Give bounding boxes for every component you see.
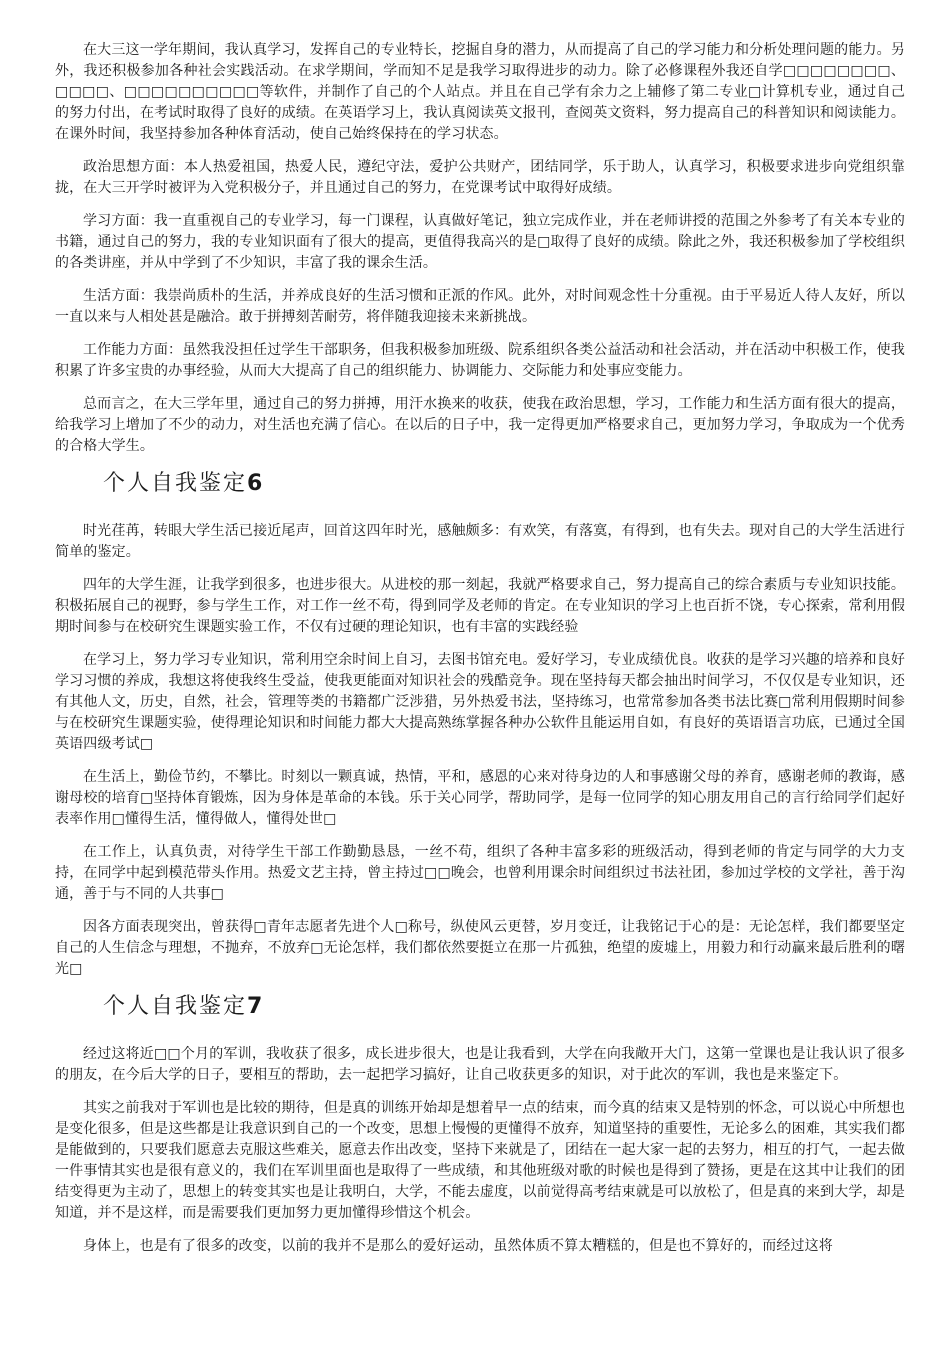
paragraph: 生活方面：我崇尚质朴的生活，并养成良好的生活习惯和正派的作风。此外，对时间观念性十分重视。由于平易近人待人友好，所以一直以来与人相处甚是融洽。敢于拼搏刻苦耐劳，将伴随我迎接未来新挑战。 (55, 288, 905, 325)
paragraph: 总而言之，在大三学年里，通过自己的努力拼搏，用汗水换来的收获，使我在政治思想，学习，工作能力和生活方面有很大的提高，给我学习上增加了不少的动力，对生活也充满了信心。在以后的日子中，我一定得更加严格要求自己，更加努力学习，争取成为一个优秀的合格大学生。 (55, 396, 905, 454)
paragraph: 身体上，也是有了很多的改变，以前的我并不是那么的爱好运动，虽然体质不算太糟糕的，但是也不算好的，而经过这将 (83, 1238, 833, 1254)
paragraph: 时光荏苒，转眼大学生活已接近尾声，回首这四年时光，感触颇多：有欢笑，有落寞，有得到，也有失去。现对自己的大学生活进行简单的鉴定。 (55, 523, 905, 560)
section-heading (103, 469, 905, 499)
paragraph: 学习方面：我一直重视自己的专业学习，每一门课程，认真做好笔记，独立完成作业，并在老师讲授的范围之外参考了有关本专业的书籍，通过自己的努力，我的专业知识面有了很大的提高，更值得我高兴的是□取得了良好的成绩。除此之外，我还积极参加了学校组织的各类讲座，并从中学到了不少知识，丰富了我的课余生活。 (55, 213, 905, 271)
paragraph: 其实之前我对于军训也是比较的期待，但是真的训练开始却是想着早一点的结束，而今真的结束又是特别的怀念，可以说心中所想也是变化很多，但是这些都是让我意识到自己的一个改变，思想上慢慢的更懂得不放弃，知道坚持的重要性，无论多么的困难，其实我们都是能做到的，只要我们愿意去克服这些难关，愿意去作出改变，坚持下来就是了，团结在一起大家一起的去努力，相互的打气，一起去做一件事情其实也是很有意义的，我们在军训里面也是取得了一些成绩，和其他班级对歌的时候也是得到了赞扬，更是在这其中让我们的团结变得更为主动了，思想上的转变其实也是让我明白，大学，不能去虚度，以前觉得高考结束就是可以放松了，但是真的来到大学，却是知道，并不是这样，而是需要我们更加努力更加懂得珍惜这个机会。 (55, 1100, 905, 1221)
paragraph: 在学习上，努力学习专业知识，常利用空余时间上自习，去图书馆充电。爱好学习，专业成绩优良。收获的是学习兴趣的培养和良好学习习惯的养成，我想这将使我终生受益，使我更能面对知识社会的残酷竞争。现在坚持每天都会抽出时间学习，不仅仅是专业知识，还有其他人文，历史，自然，社会，管理等类的书籍都广泛涉猎，另外热爱书法，坚持练习，也常常参加各类书法比赛□常利用假期时间参与在校研究生课题实验，使得理论知识和时间能力都大大提高熟练掌握各种办公软件且能运用自如，有良好的英语语言功底，已通过全国英语四级考试□ (55, 652, 905, 752)
paragraph: 在工作上，认真负责，对待学生干部工作勤勤恳恳，一丝不苟，组织了各种丰富多彩的班级活动，得到老师的肯定与同学的大力支持，在同学中起到模范带头作用。热爱文艺主持，曾主持过□□晚会，也曾利用课余时间组织过书法社团，参加过学校的文学社，善于沟通，善于与不同的人共事□ (55, 844, 905, 902)
paragraph: 工作能力方面：虽然我没担任过学生干部职务，但我积极参加班级、院系组织各类公益活动和社会活动，并在活动中积极工作，使我积累了许多宝贵的办事经验，从而大大提高了自己的组织能力、协调能力、交际能力和处事应变能力。 (55, 342, 905, 379)
section-heading (103, 992, 905, 1022)
paragraph: 四年的大学生涯，让我学到很多，也进步很大。从进校的那一刻起，我就严格要求自己，努力提高自己的综合素质与专业知识技能。积极拓展自己的视野，参与学生工作，对工作一丝不苟，得到同学及老师的肯定。在专业知识的学习上也百折不饶，专心探索，常利用假期时间参与在校研究生课题实验工作，不仅有过硬的理论知识，也有丰富的实践经验 (55, 577, 905, 635)
paragraph: 因各方面表现突出，曾获得□青年志愿者先进个人□称号，纵使风云更替，岁月变迁，让我铭记于心的是：无论怎样，我们都要坚定自己的人生信念与理想，不抛弃，不放弃□无论怎样，我们都依然要挺立在那一片孤独，绝望的废墟上，用毅力和行动赢来最后胜利的曙光□ (55, 919, 905, 977)
section-heading-number: 6 (247, 471, 265, 496)
document-body (55, 40, 905, 1269)
section-heading-text: 个人自我鉴定 (103, 471, 248, 496)
paragraph: 在生活上，勤俭节约，不攀比。时刻以一颗真诚，热情，平和，感恩的心来对待身边的人和事感谢父母的养育，感谢老师的教诲，感谢母校的培育□坚持体育锻炼，因为身体是革命的本钱。乐于关心同学，帮助同学，是每一位同学的知心朋友用自己的言行给同学们起好表率作用□懂得生活，懂得做人，懂得处世□ (55, 769, 905, 827)
section-heading-text: 个人自我鉴定 (103, 994, 248, 1019)
paragraph: 经过这将近□□个月的军训，我收获了很多，成长进步很大，也是让我看到，大学在向我敞开大门，这第一堂课也是让我认识了很多的朋友，在今后大学的日子，要相互的帮助，去一起把学习搞好，让自己收获更多的知识，对于此次的军训，我也是来鉴定下。 (55, 1046, 905, 1083)
paragraph: 政治思想方面：本人热爱祖国，热爱人民，遵纪守法，爱护公共财产，团结同学，乐于助人，认真学习，积极要求进步向党组织靠拢，在大三开学时被评为入党积极分子，并且通过自己的努力，在党课考试中取得好成绩。 (55, 159, 905, 196)
paragraph: 在大三这一学年期间，我认真学习，发挥自己的专业特长，挖掘自身的潜力，从而提高了自己的学习能力和分析处理问题的能力。另外，我还积极参加各种社会实践活动。在求学期间，学而知不足是我学习取得进步的动力。除了必修课程外我还自学□□□□□□□□、□□□□、□□□□□□□□□□等软件，并制作了自己的个人站点。并且在自己学有余力之上辅修了第二专业□计算机专业，通过自己的努力付出，在考试时取得了良好的成绩。在英语学习上，我认真阅读英文报刊，查阅英文资料，努力提高自己的科普知识和阅读能力。在课外时间，我坚持参加各种体育活动，使自己始终保持在的学习状态。 (55, 42, 905, 142)
section-heading-number: 7 (247, 994, 265, 1019)
